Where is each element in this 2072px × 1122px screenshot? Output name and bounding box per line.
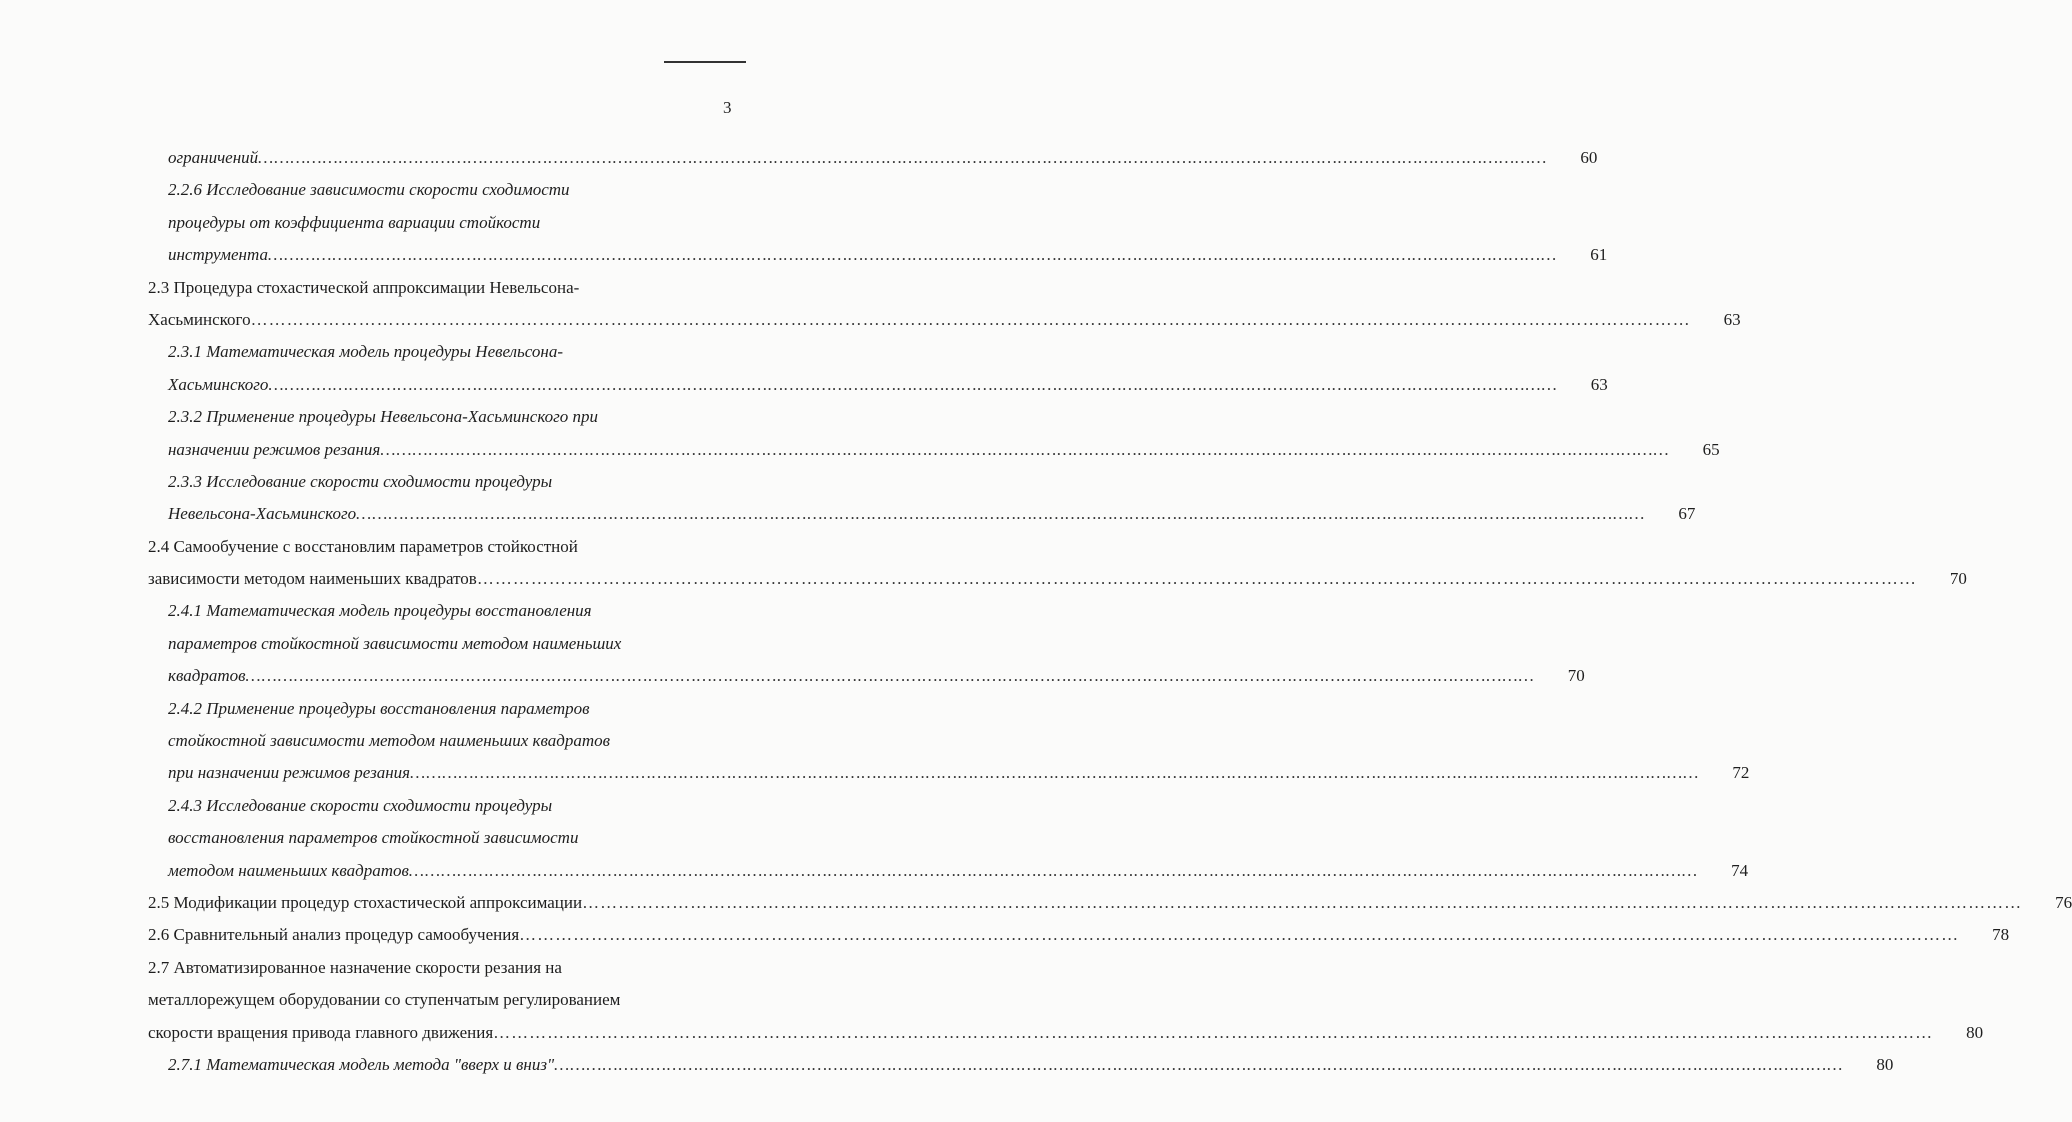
- toc-entry-line: [148, 336, 708, 368]
- toc-entry-line: [148, 1049, 1894, 1081]
- toc-entry-line: [148, 498, 1696, 530]
- toc-entry-text: квадратов: [168, 666, 246, 686]
- toc-page-number: 76: [2055, 892, 2072, 912]
- toc-entry-text: 2.2.6 Исследование зависимости скорости сходимости: [168, 180, 570, 200]
- dot-leader: ……………………………………………………………………………………………………………………………………………………………………………………………………………………: [380, 439, 1670, 459]
- toc-entry-text: Хасьминского: [168, 374, 269, 394]
- toc-entry-text: 2.4 Самообучение с восстановлим параметров стойкостной: [148, 536, 578, 556]
- toc-entry-text: ограничений: [168, 148, 259, 167]
- toc-page-number: 80: [1876, 1054, 1894, 1074]
- toc-entry-line: [148, 207, 708, 239]
- toc-entry-line: [148, 239, 1608, 271]
- dot-leader: ……………………………………………………………………………………………………………………………………………………………………………………………………………………: [268, 374, 1558, 394]
- toc-entry-line: [148, 822, 708, 854]
- toc-entry-text: процедуры от коэффициента вариации стойкости: [168, 212, 541, 232]
- toc-page-number: 70: [1949, 569, 1967, 589]
- toc-entry-line: [148, 660, 1585, 692]
- toc-entry-text: 2.7.1 Математическая модель метода "вверх и вниз": [168, 1054, 555, 1074]
- dot-leader: ……………………………………………………………………………………………………………………………………………………………………………………………………………………: [476, 569, 1917, 589]
- toc-entry-line: [148, 174, 708, 206]
- header-rule: [664, 61, 746, 63]
- toc-entry-line: [148, 531, 708, 563]
- toc-entry-line: [148, 887, 2072, 919]
- dot-leader: ……………………………………………………………………………………………………………………………………………………………………………………………………………………: [258, 148, 1548, 167]
- toc-entry-text: назначении режимов резания: [168, 439, 381, 459]
- toc-page-number: 63: [1590, 374, 1608, 394]
- toc-entry-text: 2.3 Процедура стохастической аппроксимации Невельсона-: [148, 277, 580, 297]
- toc-entry-text: 2.4.2 Применение процедуры восстановления параметров: [168, 698, 590, 718]
- toc-entry-text: зависимости методом наименьших квадратов: [148, 569, 477, 589]
- toc-page-number: 65: [1702, 439, 1720, 459]
- toc-entry-line: [148, 563, 1967, 595]
- toc-entry-text: 2.3.3 Исследование скорости сходимости процедуры: [168, 471, 553, 491]
- toc-page-number: 67: [1678, 504, 1696, 524]
- toc-entry-line: [148, 919, 2010, 951]
- toc-page-number: 61: [1590, 245, 1608, 265]
- dot-leader: ……………………………………………………………………………………………………………………………………………………………………………………………………………………: [408, 860, 1699, 880]
- toc-page-number: 74: [1731, 860, 1749, 880]
- toc-entry-text: Невельсона-Хасьминского: [168, 504, 357, 524]
- toc-entry-line: [148, 466, 708, 498]
- toc-entry-line: [148, 595, 708, 627]
- toc-page-number: 60: [1580, 148, 1598, 167]
- toc-entry-text: 2.4.1 Математическая модель процедуры восстановления: [168, 601, 592, 621]
- toc-page-number: 70: [1567, 666, 1585, 686]
- toc-entry-text: металлорежущем оборудовании со ступенчатым регулированием: [148, 990, 621, 1010]
- toc-entry-text: методом наименьших квадратов: [168, 860, 409, 880]
- dot-leader: ……………………………………………………………………………………………………………………………………………………………………………………………………………………: [356, 504, 1646, 524]
- toc-entry-text: 2.4.3 Исследование скорости сходимости процедуры: [168, 795, 553, 815]
- toc-entry-line: [148, 984, 708, 1016]
- toc-entry-line: [148, 369, 1608, 401]
- toc-entry-text: 2.7 Автоматизированное назначение скорости резания на: [148, 957, 562, 977]
- toc-entry-line: [148, 401, 708, 433]
- toc-entry-line: [148, 790, 708, 822]
- toc-entry-text: 2.6 Сравнительный анализ процедур самообучения: [148, 925, 520, 945]
- toc-entry-line: [148, 142, 1598, 174]
- dot-leader: ……………………………………………………………………………………………………………………………………………………………………………………………………………………: [519, 925, 1960, 945]
- toc-page-number: 78: [1992, 925, 2010, 945]
- page-number: 3: [723, 98, 732, 117]
- toc-entry-text: при назначении режимов резания: [168, 763, 411, 783]
- dot-leader: ……………………………………………………………………………………………………………………………………………………………………………………………………………………: [410, 763, 1700, 783]
- dot-leader: ……………………………………………………………………………………………………………………………………………………………………………………………………………………: [245, 666, 1535, 686]
- toc-entry-text: Хасьминского: [148, 309, 251, 329]
- toc-entry-text: параметров стойкостной зависимости методом наименьших: [168, 633, 622, 653]
- toc-entry-line: [148, 304, 1741, 336]
- toc-entry-text: 2.5 Модификации процедур стохастической аппроксимации: [148, 892, 583, 912]
- toc-entry-line: [148, 693, 708, 725]
- toc-entry-text: инструмента: [168, 245, 268, 265]
- toc-entry-text: 2.3.2 Применение процедуры Невельсона-Хасьминского при: [168, 407, 599, 427]
- toc-entry-text: восстановления параметров стойкостной зависимости: [168, 828, 579, 848]
- dot-leader: ……………………………………………………………………………………………………………………………………………………………………………………………………………………: [267, 245, 1558, 265]
- toc-entry-line: [148, 725, 708, 757]
- toc-entry-line: [148, 434, 1720, 466]
- dot-leader: ……………………………………………………………………………………………………………………………………………………………………………………………………………………: [554, 1054, 1844, 1074]
- dot-leader: ……………………………………………………………………………………………………………………………………………………………………………………………………………………: [250, 309, 1691, 329]
- toc-entry-line: [148, 272, 708, 304]
- toc-entry-line: [148, 628, 708, 660]
- toc-page-number: 72: [1732, 763, 1750, 783]
- toc-entry-text: стойкостной зависимости методом наименьших квадратов: [168, 731, 610, 751]
- toc-entry-line: [148, 1017, 1984, 1049]
- toc-entry-line: [148, 952, 708, 984]
- toc-page-number: 63: [1723, 309, 1741, 329]
- dot-leader: ……………………………………………………………………………………………………………………………………………………………………………………………………………………: [582, 892, 2023, 912]
- toc-entry-text: скорости вращения привода главного движения: [148, 1022, 494, 1042]
- toc-entry-line: [148, 757, 1750, 789]
- table-of-contents: [148, 142, 2072, 1081]
- toc-entry-line: [148, 855, 1749, 887]
- toc-page-number: 80: [1966, 1022, 1984, 1042]
- dot-leader: ……………………………………………………………………………………………………………………………………………………………………………………………………………………: [493, 1022, 1934, 1042]
- toc-entry-text: 2.3.1 Математическая модель процедуры Невельсона-: [168, 342, 564, 362]
